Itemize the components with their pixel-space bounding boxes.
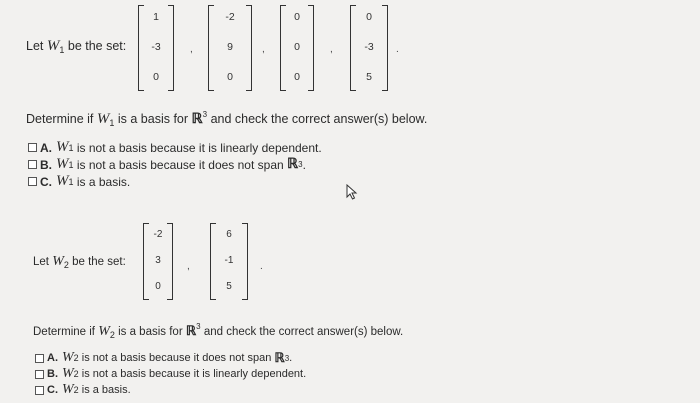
- q1-option-c[interactable]: C. W 1 is a basis.: [28, 173, 130, 190]
- checkbox[interactable]: [28, 177, 37, 186]
- q2-vector-2: 6 -1 5: [210, 223, 248, 300]
- q1-vector-1: 1 -3 0: [138, 5, 174, 91]
- terminator-period: .: [260, 261, 263, 272]
- q1-option-a[interactable]: A. W 1 is not a basis because it is linearly dependent.: [28, 139, 322, 156]
- terminator-period: .: [396, 44, 399, 55]
- separator-comma: ,: [330, 44, 333, 55]
- q1-option-b[interactable]: B. W 1 is not a basis because it does not span ℝ 3 .: [28, 156, 306, 173]
- separator-comma: ,: [187, 261, 190, 272]
- mouse-cursor-icon: [346, 184, 360, 205]
- q2-option-b[interactable]: B. W 2 is not a basis because it is linearly dependent.: [35, 366, 306, 382]
- q1-vector-4: 0 -3 5: [350, 5, 388, 91]
- q2-option-a[interactable]: A. W 2 is not a basis because it does not span ℝ 3 .: [35, 350, 292, 366]
- q1-set-label: Let $W_1$ be the set:: [26, 38, 127, 55]
- checkbox[interactable]: [35, 386, 44, 395]
- q2-set-label: Let $W_2$ be the set:: [33, 254, 126, 270]
- q1-vector-3: 0 0 0: [280, 5, 314, 91]
- checkbox[interactable]: [35, 370, 44, 379]
- checkbox[interactable]: [35, 354, 44, 363]
- checkbox[interactable]: [28, 143, 37, 152]
- separator-comma: ,: [262, 44, 265, 55]
- q2-prompt: Determine if $W_2$ is a basis for ℝ$^3$ and check the correct answer(s) below.: [33, 322, 404, 340]
- q1-prompt: Determine if $W_1$ is a basis for ℝ$^3$ and check the correct answer(s) below.: [26, 110, 428, 128]
- checkbox[interactable]: [28, 160, 37, 169]
- q2-option-c[interactable]: C. W 2 is a basis.: [35, 382, 131, 398]
- separator-comma: ,: [190, 44, 193, 55]
- q2-vector-1: -2 3 0: [143, 223, 173, 300]
- q1-vector-2: -2 9 0: [208, 5, 252, 91]
